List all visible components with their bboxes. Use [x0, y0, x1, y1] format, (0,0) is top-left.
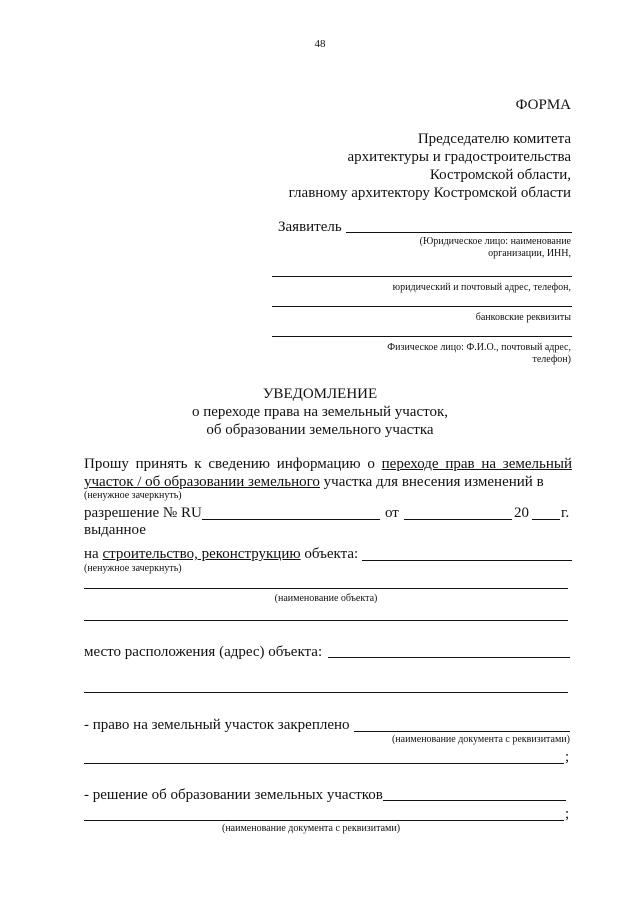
object-field-line[interactable] [362, 560, 572, 561]
addressee-line: Председателю комитета [417, 131, 571, 147]
permit-label: разрешение № RU [84, 505, 202, 521]
body-text: Прошу принять к сведению информацию о [84, 456, 382, 472]
body-line-1 [84, 455, 572, 473]
body-underlined-option: строительство, реконструкцию [102, 546, 301, 562]
body-text: участка для внесения изменений в [319, 474, 544, 490]
decision-label: - решение об образовании земельных участков [84, 787, 383, 803]
document-hint: (наименование документа с реквизитами) [222, 823, 401, 834]
applicant-field-line[interactable] [272, 276, 572, 277]
body-text: на [84, 546, 103, 562]
permit-date-line[interactable] [404, 519, 512, 520]
right-document-line[interactable] [354, 731, 570, 732]
applicant-field-line[interactable] [346, 232, 572, 233]
location-field-line[interactable] [328, 657, 570, 658]
year-suffix: г. [561, 505, 570, 521]
permit-year-line[interactable] [532, 519, 560, 520]
body-underlined-option: участок / об образовании земельного [84, 474, 320, 490]
purpose-line [84, 545, 358, 563]
year-prefix: 20 [514, 505, 529, 521]
notice-subtitle: об образовании земельного участка [206, 422, 434, 438]
from-label: от [385, 505, 399, 521]
body-line-2 [84, 473, 544, 491]
addressee-line: Костромской области, [429, 167, 571, 183]
notice-title: УВЕДОМЛЕНИЕ [262, 386, 378, 402]
applicant-hint: Физическое лицо: Ф.И.О., почтовый адрес, [387, 342, 571, 353]
object-name-line[interactable] [84, 588, 568, 589]
decision-document-line[interactable] [383, 800, 566, 801]
applicant-hint: организации, ИНН, [488, 248, 571, 259]
location-label: место расположения (адрес) объекта: [84, 644, 323, 660]
object-name-line[interactable] [84, 620, 568, 621]
notice-subtitle: о переходе права на земельный участок, [191, 404, 449, 420]
addressee-line: главному архитектору Костромской области [288, 185, 571, 201]
strike-hint: (ненужное зачеркнуть) [84, 563, 182, 574]
addressee-line: архитектуры и градостроительства [347, 149, 571, 165]
applicant-field-line[interactable] [272, 336, 572, 337]
semicolon: ; [565, 749, 570, 765]
location-field-line[interactable] [84, 692, 568, 693]
applicant-hint: банковские реквизиты [475, 312, 571, 323]
applicant-hint: телефон) [532, 354, 571, 365]
body-text: объекта: [300, 546, 359, 562]
page-number: 48 [314, 38, 326, 50]
right-label: - право на земельный участок закреплено [84, 717, 350, 733]
strike-hint: (ненужное зачеркнуть) [84, 490, 182, 501]
right-document-line[interactable] [84, 763, 564, 764]
form-label: ФОРМА [515, 97, 571, 113]
applicant-hint: юридический и почтовый адрес, телефон, [392, 282, 571, 293]
document-hint: (наименование документа с реквизитами) [391, 734, 570, 745]
permit-number-line[interactable] [202, 519, 380, 520]
object-name-hint: (наименование объекта) [274, 593, 378, 604]
decision-document-line[interactable] [84, 820, 564, 821]
issued-label: выданное [84, 522, 146, 538]
applicant-field-line[interactable] [272, 306, 572, 307]
applicant-hint: (Юридическое лицо: наименование [419, 236, 571, 247]
semicolon: ; [565, 806, 570, 822]
applicant-label: Заявитель [278, 219, 342, 235]
body-underlined-option: переходе прав на земельный [381, 456, 572, 472]
